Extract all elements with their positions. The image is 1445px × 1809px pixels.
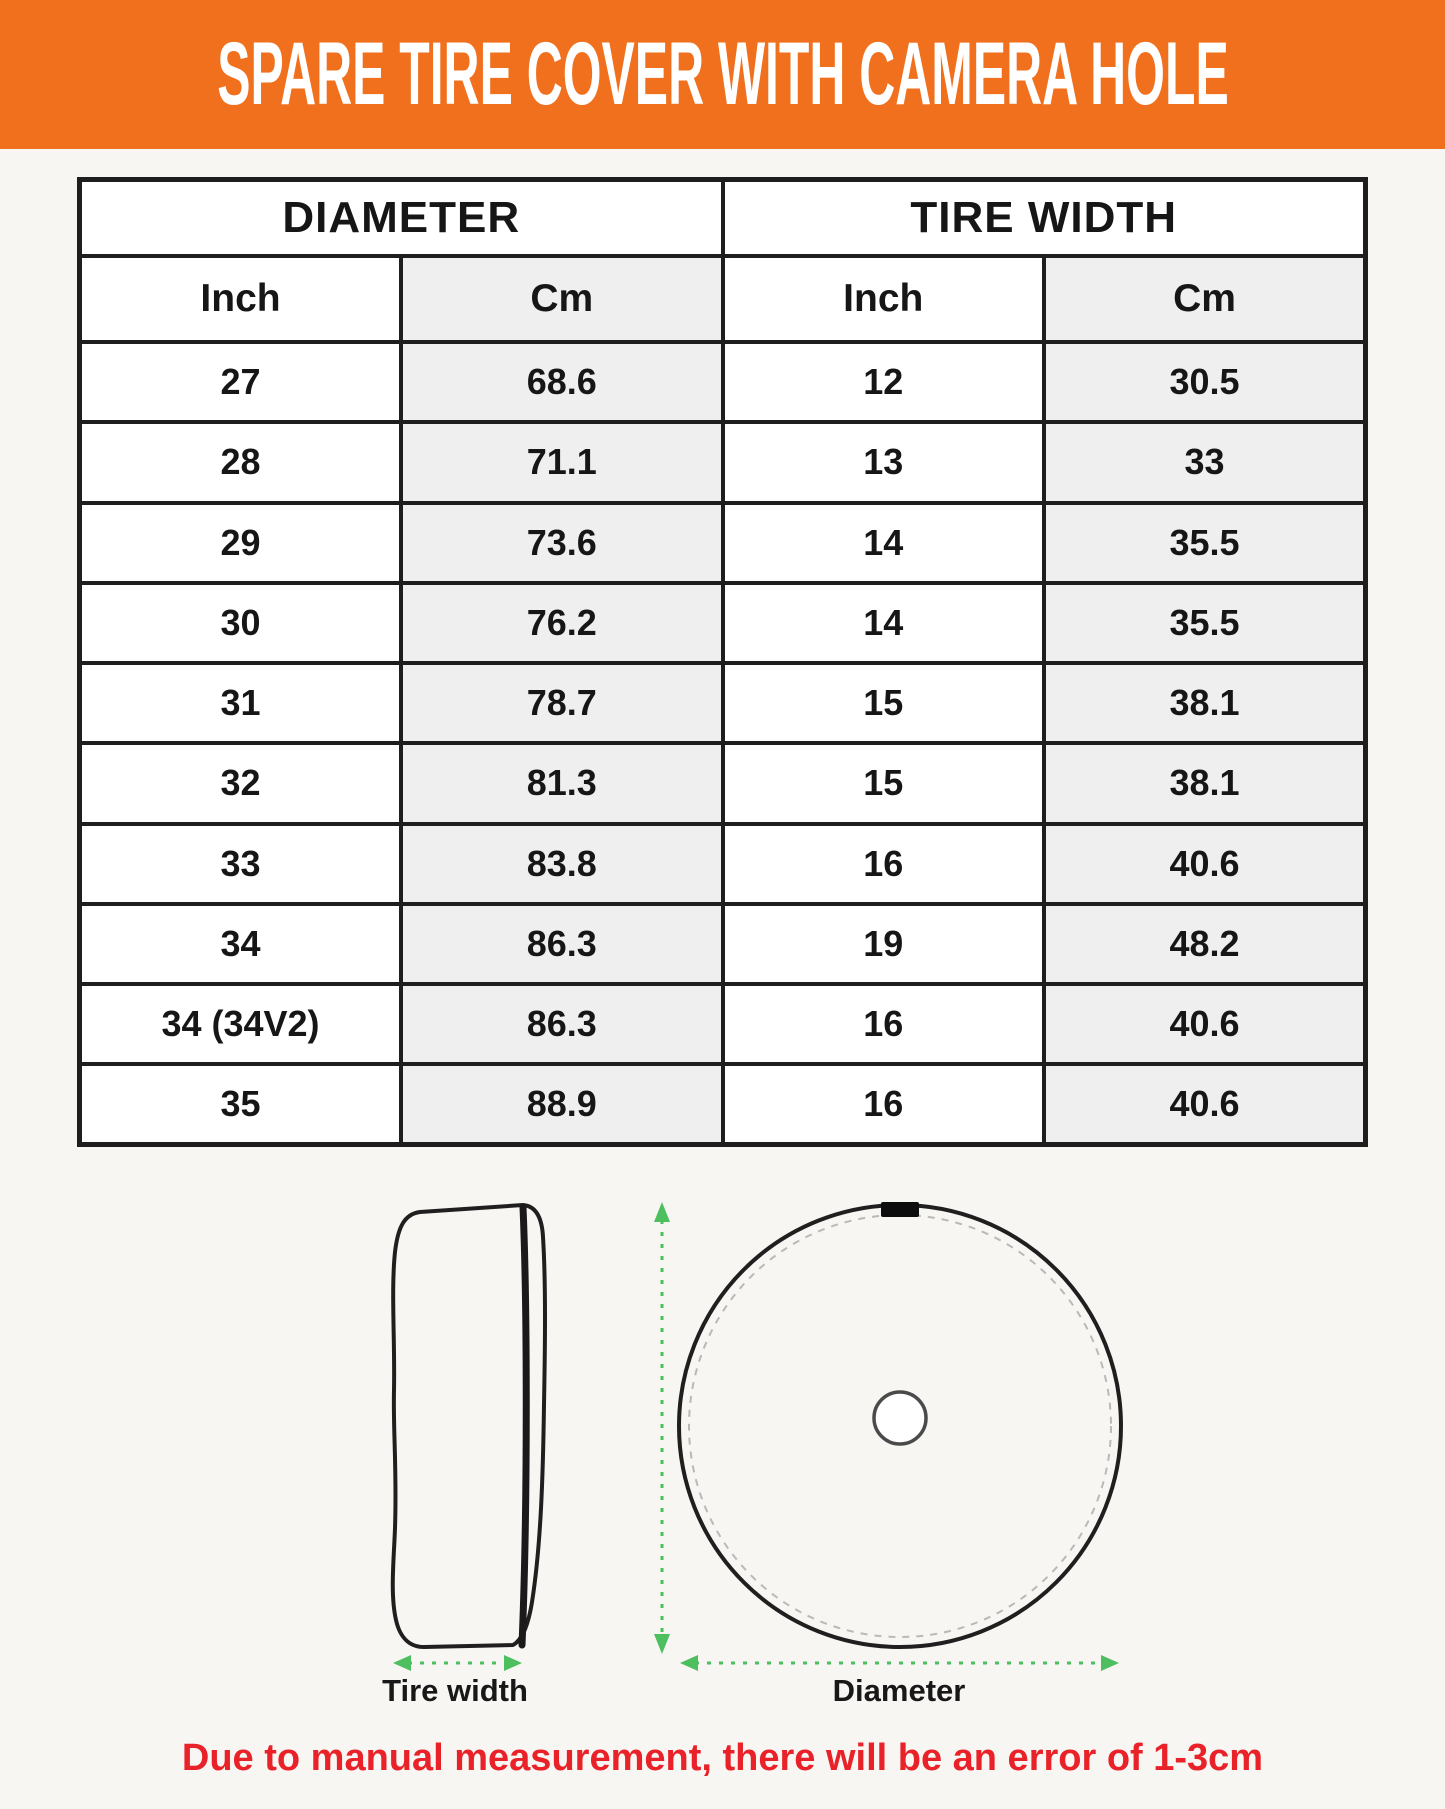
table-row <box>80 1064 1366 1144</box>
table-row <box>80 342 1366 422</box>
tire-diagram <box>0 1140 1445 1760</box>
width-cm-cell: 40.6 <box>1044 984 1366 1064</box>
diameter-cm-header: Cm <box>401 256 723 342</box>
page-title: SPARE TIRE COVER WITH CAMERA HOLE <box>216 24 1229 124</box>
tire-tread-edge <box>522 1207 526 1645</box>
width-inch-cell: 14 <box>723 583 1045 663</box>
width-cm-cell: 48.2 <box>1044 904 1366 984</box>
width-inch-cell: 19 <box>723 904 1045 984</box>
tire-width-group-header: TIRE WIDTH <box>723 180 1366 257</box>
width-cm-cell: 40.6 <box>1044 1064 1366 1144</box>
diameter-inch-cell: 34 (34V2) <box>80 984 402 1064</box>
diameter-label: Diameter <box>832 1673 966 1708</box>
width-inch-cell: 16 <box>723 984 1045 1064</box>
diameter-cm-cell: 73.6 <box>401 503 723 583</box>
table-row <box>80 824 1366 904</box>
title-banner <box>0 0 1445 149</box>
width-inch-cell: 15 <box>723 663 1045 743</box>
diameter-inch-cell: 32 <box>80 743 402 823</box>
width-inch-header: Inch <box>723 256 1045 342</box>
width-inch-cell: 15 <box>723 743 1045 823</box>
diameter-cm-cell: 68.6 <box>401 342 723 422</box>
diameter-cm-cell: 71.1 <box>401 422 723 502</box>
table-row <box>80 422 1366 502</box>
table-row <box>80 503 1366 583</box>
tire-width-dimension-arrow <box>393 1655 522 1671</box>
size-chart <box>77 177 1368 1147</box>
group-header-row <box>80 180 1366 257</box>
table-row <box>80 583 1366 663</box>
width-cm-cell: 40.6 <box>1044 824 1366 904</box>
diameter-dimension-arrow <box>680 1655 1119 1671</box>
diameter-inch-cell: 29 <box>80 503 402 583</box>
measurement-error-note: Due to manual measurement, there will be an error of 1-3cm <box>181 1737 1264 1779</box>
diameter-inch-cell: 35 <box>80 1064 402 1144</box>
valve-mount-mark <box>881 1202 919 1217</box>
diameter-inch-header: Inch <box>80 256 402 342</box>
width-cm-cell: 38.1 <box>1044 743 1366 823</box>
width-inch-cell: 16 <box>723 824 1045 904</box>
diameter-inch-cell: 30 <box>80 583 402 663</box>
table-row <box>80 904 1366 984</box>
width-cm-cell: 30.5 <box>1044 342 1366 422</box>
diameter-cm-cell: 86.3 <box>401 984 723 1064</box>
diameter-inch-cell: 33 <box>80 824 402 904</box>
width-cm-cell: 35.5 <box>1044 503 1366 583</box>
diameter-inch-cell: 34 <box>80 904 402 984</box>
diameter-inch-cell: 31 <box>80 663 402 743</box>
width-cm-cell: 33 <box>1044 422 1366 502</box>
tire-width-label: Tire width <box>382 1673 528 1708</box>
width-inch-cell: 16 <box>723 1064 1045 1144</box>
width-cm-header: Cm <box>1044 256 1366 342</box>
diameter-inch-cell: 28 <box>80 422 402 502</box>
size-table-rows <box>80 342 1366 1145</box>
diameter-cm-cell: 76.2 <box>401 583 723 663</box>
size-table <box>77 177 1368 1147</box>
width-inch-cell: 13 <box>723 422 1045 502</box>
camera-hole <box>874 1392 926 1444</box>
table-row <box>80 743 1366 823</box>
unit-header-row <box>80 256 1366 342</box>
table-row <box>80 984 1366 1064</box>
diameter-group-header: DIAMETER <box>80 180 723 257</box>
diameter-cm-cell: 81.3 <box>401 743 723 823</box>
diameter-cm-cell: 86.3 <box>401 904 723 984</box>
diameter-cm-cell: 88.9 <box>401 1064 723 1144</box>
table-row <box>80 663 1366 743</box>
vertical-dimension-arrow <box>654 1202 670 1654</box>
width-inch-cell: 12 <box>723 342 1045 422</box>
width-cm-cell: 35.5 <box>1044 583 1366 663</box>
diameter-cm-cell: 83.8 <box>401 824 723 904</box>
width-cm-cell: 38.1 <box>1044 663 1366 743</box>
diameter-inch-cell: 27 <box>80 342 402 422</box>
diameter-cm-cell: 78.7 <box>401 663 723 743</box>
width-inch-cell: 14 <box>723 503 1045 583</box>
